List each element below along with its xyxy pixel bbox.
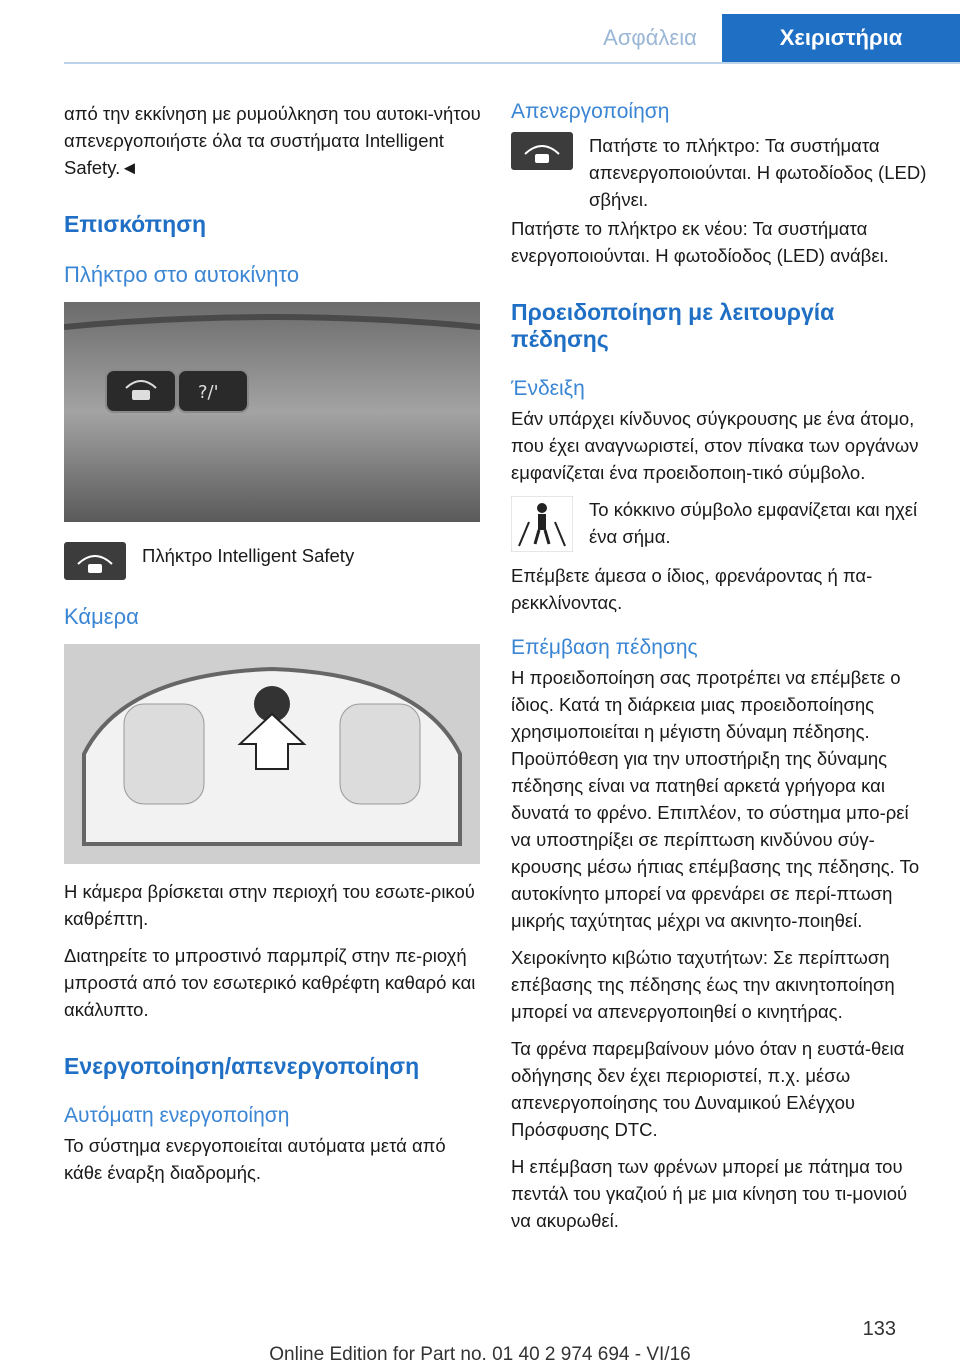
- warning-symbol-row: [511, 496, 931, 552]
- button-photo: [64, 302, 480, 522]
- brake-text-2: Χειροκίνητο κιβώτιο ταχυτήτων: Σε περίπτωση επέβασης της πέδησης έως την ακινητοποίηση μπορεί να απενεργοποιηθεί ο κινητήρας.: [511, 947, 895, 1022]
- indicator-heading: Ένδειξη: [511, 377, 585, 400]
- deactivation-text-2: Πατήστε το πλήκτρο εκ νέου: Τα συστήματα ενεργοποιούνται. Η φωτοδίοδος (LED) ανάβει.: [511, 218, 889, 266]
- indicator-text-1: Εάν υπάρχει κίνδυνος σύγκρουσης με ένα άτομο, που έχει αναγνωριστεί, στον πίνακα των οργάνων εμφανίζεται ένα προειδοποιη‐τικό σύμβολο.: [511, 408, 919, 483]
- button-caption: Πλήκτρο Intelligent Safety: [142, 545, 355, 566]
- auto-activation-text: Το σύστημα ενεργοποιείται αυτόματα μετά από κάθε έναρξη διαδρομής.: [64, 1135, 446, 1183]
- intro-text: από την εκκίνηση με ρυμούλκηση του αυτοκι‐νήτου απενεργοποιήστε όλα τα συστήματα Intelligent Safety.◄: [64, 103, 481, 178]
- button-caption-row: [64, 542, 484, 580]
- right-column: [511, 100, 931, 1244]
- left-column: [64, 100, 484, 1196]
- svg-text:?/': ?/': [198, 382, 219, 403]
- camera-heading: Κάμερα: [64, 604, 139, 629]
- warning-heading: Προειδοποίηση με λειτουργία πέδησης: [511, 299, 835, 352]
- brake-text-3: Τα φρένα παρεμβαίνουν μόνο όταν η ευστά‐θεια οδήγησης δεν έχει περιοριστεί, π.χ. μέσω απενεργοποίησης του Δυναμικού Ελέγχου Πρόσφυσης DTC.: [511, 1038, 905, 1140]
- deactivation-row: [511, 132, 931, 213]
- deactivation-heading: Απενεργοποίηση: [511, 100, 670, 123]
- deactivation-text-1: Πατήστε το πλήκτρο: Τα συστήματα απενεργοποιούνται. Η φωτοδίοδος (LED) σβήνει.: [589, 135, 927, 210]
- camera-text-2: Διατηρείτε το μπροστινό παρμπρίζ στην πε‐ριοχή μπροστά από τον εσωτερικό καθρέφτη καθαρό και ακάλυπτο.: [64, 945, 476, 1020]
- camera-photo: [64, 644, 480, 864]
- tab-safety[interactable]: Ασφάλεια: [603, 25, 697, 50]
- brake-text-4: Η επέμβαση των φρένων μπορεί με πάτημα του πεντάλ του γκαζιού ή με μια κίνηση του τι‐μονιού να ακυρωθεί.: [511, 1156, 908, 1231]
- overview-heading: Επισκόπηση: [64, 211, 206, 237]
- brake-text-1: Η προειδοποίηση σας προτρέπει να επέμβετε ο ίδιος. Κατά τη διάρκεια μιας προειδοποίησης χρησιμοποιείται η μέγιστη δύναμη πέδησης. Προϋπόθεση για την υποστήριξη της δύναμης πέδησης είναι να πατηθεί αρκετά γρήγορα και δυνατά το φρένο. Επιπλέον, το σύστημα μπο‐ρεί να υποστηρίξει σε περίπτωση κινδύνου σύγ‐κρουσης μέσω ήπιας επέμβασης της πέδησης. Το αυτοκίνητο μπορεί να φρενάρει σε περί‐πτωση μικρής ταχύτητας μέχρι να ακινητο‐ποιηθεί.: [511, 667, 920, 931]
- camera-text-1: Η κάμερα βρίσκεται στην περιοχή του εσωτε‐ρικού καθρέπτη.: [64, 881, 475, 929]
- intelligent-safety-icon: [511, 132, 573, 170]
- tab-controls[interactable]: Χειριστήρια: [722, 14, 960, 62]
- page-number: 133: [862, 1318, 896, 1340]
- pedestrian-warning-icon: [511, 496, 573, 552]
- intelligent-safety-icon: [64, 542, 126, 580]
- button-heading: Πλήκτρο στο αυτοκίνητο: [64, 262, 300, 287]
- brake-heading: Επέμβαση πέδησης: [511, 636, 698, 659]
- edition-footer: Online Edition for Part no. 01 40 2 974 694 - VI/16: [269, 1344, 691, 1365]
- warning-symbol-text: Το κόκκινο σύμβολο εμφανίζεται και ηχεί ένα σήμα.: [589, 499, 918, 547]
- indicator-text-2: Επέμβετε άμεσα ο ίδιος, φρενάροντας ή πα‐ρεκκλίνοντας.: [511, 565, 873, 613]
- auto-activation-heading: Αυτόματη ενεργοποίηση: [64, 1104, 290, 1127]
- onoff-heading: Ενεργοποίηση/απενεργοποίηση: [64, 1053, 420, 1079]
